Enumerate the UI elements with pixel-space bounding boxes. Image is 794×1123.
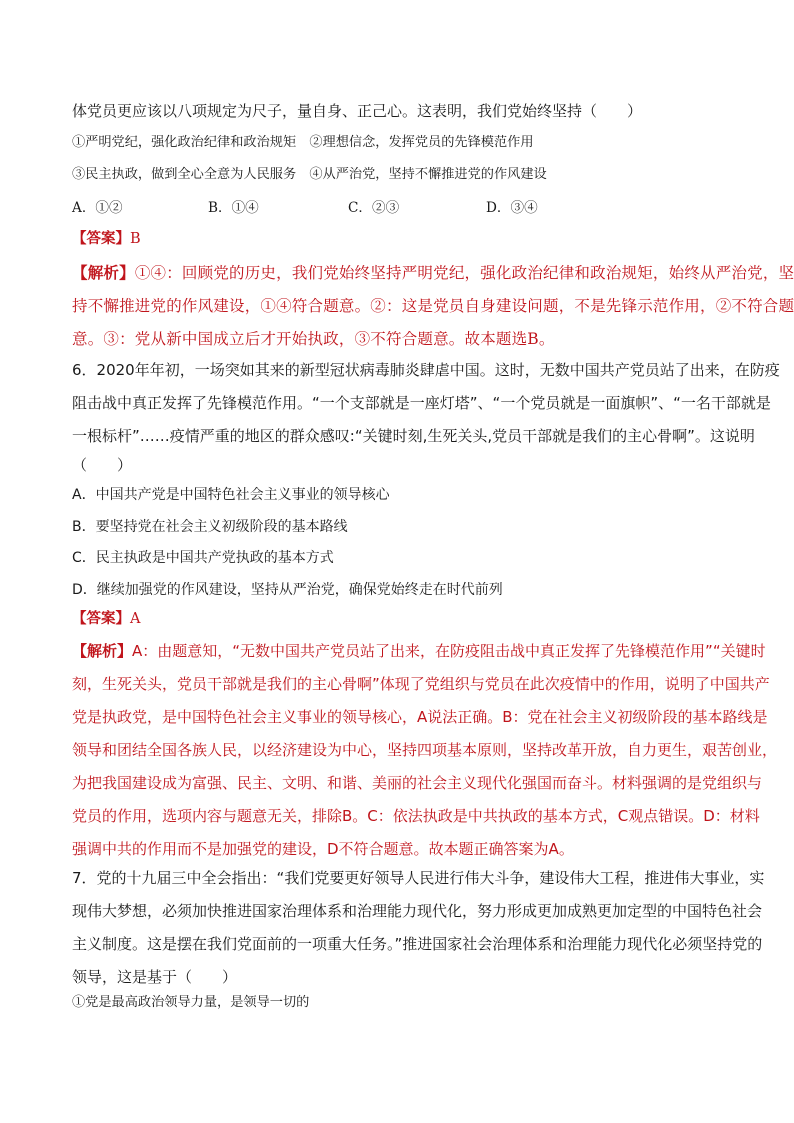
options-list	[72, 480, 722, 606]
option-a: A．中国共产党是中国特色社会主义事业的领导核心	[72, 487, 390, 503]
analysis-line: 强调中共的作用而不是加强党的建设，D不符合题意。故本题正确答案为A。	[72, 840, 574, 858]
answer-tag: 【答案】	[72, 230, 130, 247]
question-stem: 体党员更应该以八项规定为尺子，量自身、正己心。这表明，我们党始终坚持（ ）	[72, 102, 643, 120]
stem-line: 一根标杆”……疫情严重的地区的群众感叹:“关键时刻,生死关头,党员干部就是我们的主心骨啊”。这说明	[72, 427, 755, 445]
analysis-tag: 【解析】	[72, 642, 133, 660]
analysis-line: 党员的作用，选项内容与题意无关，排除B。C：依法执政是中共执政的基本方式，C观点错误。D：材料	[72, 807, 760, 825]
answer-tag: 【答案】	[72, 610, 130, 627]
analysis-line: 【解析】①④：回顾党的历史，我们党始终坚持严明党纪，强化政治纪律和政治规矩，始终从严治党，坚	[72, 263, 794, 282]
answer-line	[72, 230, 141, 248]
question-stem	[72, 354, 780, 477]
stem-line: 阻击战中真正发挥了先锋模范作用。“一个支部就是一座灯塔”、“一个党员就是一面旗帜”、“一名干部就是	[72, 394, 771, 412]
option-d: D．③④	[486, 200, 538, 216]
choice-item: ①严明党纪，强化政治纪律和政治规矩 ②理想信念，发挥党员的先锋模范作用	[72, 135, 534, 150]
answer-line	[72, 610, 140, 628]
analysis-line: 为把我国建设成为富强、民主、文明、和谐、美丽的社会主义现代化强国而奋斗。材料强调的是党组织与	[72, 774, 763, 792]
analysis-line: 持不懈推进党的作风建设，①④符合题意。②：这是党员自身建设问题，不是先锋示范作用，②不符合题	[72, 297, 794, 315]
stem-line: 现伟大梦想，必须加快推进国家治理体系和治理能力现代化，努力形成更加成熟更加定型的中国特色社会	[72, 902, 763, 920]
option-c: C．②③	[348, 200, 400, 216]
answer-value: A	[130, 611, 141, 627]
option-b: B．要坚持党在社会主义初级阶段的基本路线	[72, 518, 348, 535]
answer-value: B	[130, 231, 141, 247]
analysis-tag: 【解析】	[72, 263, 135, 282]
option-b: B．①④	[208, 200, 259, 216]
option-c: C．民主执政是中国共产党执政的基本方式	[72, 550, 334, 566]
stem-line: 主义制度。这是摆在我们党面前的一项重大任务。”推进国家社会治理体系和治理能力现代化必须坚持党的	[72, 935, 763, 953]
stem-line: 领导，这是基于（ ）	[72, 968, 238, 986]
analysis-line: 刻，生死关头，党员干部就是我们的主心骨啊”体现了党组织与党员在此次疫情中的作用，说明了中国共产	[72, 675, 770, 693]
question-stem	[72, 862, 765, 994]
analysis-block	[72, 635, 778, 866]
analysis-line: 【解析】A：由题意知，“无数中国共产党员站了出来，在防疫阻击战中真正发挥了先锋模范作用”“关键时	[72, 642, 766, 660]
stem-line: 7．党的十九届三中全会指出：“我们党要更好领导人民进行伟大斗争，建设伟大工程，推进伟大事业，实	[72, 869, 765, 887]
stem-line: （ ）	[72, 456, 133, 474]
analysis-line: 意。③：党从新中国成立后才开始执政，③不符合题意。故本题选B。	[72, 330, 555, 348]
choice-item: ③民主执政，做到全心全意为人民服务 ④从严治党，坚持不懈推进党的作风建设	[72, 167, 547, 182]
stem-line: 6．2020年年初，一场突如其来的新型冠状病毒肺炎肆虐中国。这时，无数中国共产党员站了出来，在防疫	[72, 361, 780, 379]
option-a: A．①②	[72, 200, 123, 216]
analysis-line: 党是执政党，是中国特色社会主义事业的领导核心，A说法正确。B：党在社会主义初级阶段的基本路线是	[72, 708, 768, 726]
analysis-block	[72, 256, 794, 356]
choice-item: ①党是最高政治领导力量，是领导一切的	[72, 995, 310, 1010]
option-d: D．继续加强党的作风建设，坚持从严治党，确保党始终走在时代前列	[72, 581, 503, 598]
analysis-line: 领导和团结全国各族人民，以经济建设为中心，坚持四项基本原则，坚持改革开放，自力更生，艰苦创业，	[72, 741, 778, 759]
options-row	[72, 198, 572, 218]
